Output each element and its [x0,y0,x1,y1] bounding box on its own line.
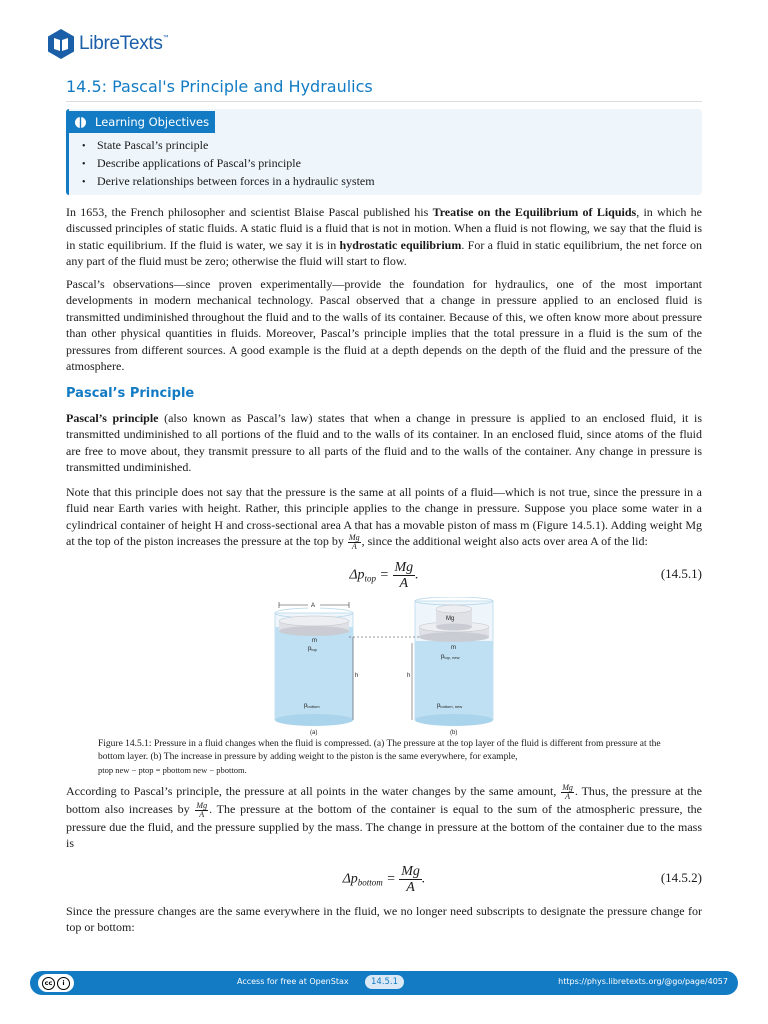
label-pbottom-new: pbottom, new [437,703,463,709]
fraction-mg-over-a: $\frac{Mg}{A}$ [348,532,360,551]
paragraph-note: Note that this principle does not say that the pressure is the same at all points of a fluid—which is not true, since the pressure in a fluid near Earth varies with height. Rather, this principle applies to the change in pressure. Suppose you place some water in a cylindrical container of height H and cross-sectional area A that has a movable piston of mass m (Figure 14.5.1). Adding weight Mg at the top of the piston increases the pressure at the top by $\frac{Mg}{A}$ , since the additional weight also acts over area A of the lid: [66,485,702,551]
cc-license-badge[interactable] [38,974,74,992]
objectives-list [82,137,375,191]
attribution-icon: i [57,977,70,990]
paragraph-conclusion: Since the pressure changes are the same everywhere in the fluid, we no longer need subscripts to designate the pressure change for top or bottom: [66,904,702,935]
logo-text: LibreTexts™ [79,33,169,54]
learning-objectives-box [66,109,702,195]
libretexts-logo[interactable] [46,27,168,61]
objective-item: • Derive relationships between forces in a hydraulic system [82,173,375,191]
label-ptop-a: ptop [308,646,317,652]
fraction-mg-over-a: $\frac{Mg}{A}$ [196,800,208,819]
page-title: 14.5: Pascal's Principle and Hydraulics [66,77,373,96]
label-mass-a: m [312,638,317,644]
label-subfigure-a: (a) [310,730,318,736]
footer-bar [30,971,738,995]
label-weight-mg: Mg [446,616,455,622]
equation-14-5-1: $\Delta p_{top}$ = $\frac{Mg}{A}$. (14.5.1) [349,560,702,591]
figure-caption: Figure 14.5.1: Pressure in a fluid changes when the fluid is compressed. (a) The pressure at the top layer of the fluid is different from pressure at the bottom layer. (b) The increase in pressure by adding weight to the piston is the same everywhere, for example, ptop new − ptop = pbottom new − pbottom. [98,739,661,775]
page-number-badge: 14.5.1 [365,975,404,989]
fraction-mg-over-a: $\frac{Mg}{A}$ [562,782,573,801]
label-mass-b: m [451,645,456,651]
paragraph-pascals-principle: Pascal’s principle (also known as Pascal’s law) states that when a change in pressure is applied to an enclosed fluid, it is transmitted undiminished to all portions of the fluid and to the walls of its container. In an enclosed fluid, since atoms of the fluid are free to move about, they transmit pressure to all parts of the fluid and to the walls of the container. Any change in pressure is transmitted undiminished. [66,411,702,475]
paragraph-intro: In 1653, the French philosopher and scientist Blaise Pascal published his Treatise on the Equilibrium of Liquids, in which he discussed principles of static fluids. A static fluid is a fluid that is not in motion. When a fluid is not flowing, we say that the fluid is in static equilibrium. If the fluid is water, we say it is in hydrostatic equilibrium. For a fluid in static equilibrium, the net force on any part of the fluid must be zero; otherwise the fluid will start to flow. [66,205,702,269]
objectives-icon [74,116,87,129]
paragraph-observations: Pascal’s observations—since proven experimentally—provide the foundation for hydraulics, one of the most important developments in modern mechanical technology. Pascal observed that a change in pressure applied to an enclosed fluid is transmitted undiminished throughout the fluid and to the walls of its container. Because of this, we often know more about pressure than other physical quantities in fluids. Moreover, Pascal’s principle implies that the total pressure in a fluid is the sum of the pressures from different sources. A good example is the fluid at a depth depends on the depth of the fluid and the pressure of the atmosphere. [66,277,702,374]
label-ptop-new: ptop, new [441,654,460,660]
equation-number: (14.5.2) [660,870,702,885]
figure-pressure-diagram [270,597,500,737]
label-subfigure-b: (b) [450,730,458,736]
learning-objectives-heading: Learning Objectives [69,111,215,133]
label-h-b: h [407,673,411,679]
section-title-pascals-principle: Pascal’s Principle [66,386,195,401]
objective-item: • Describe applications of Pascal’s principle [82,155,375,173]
paragraph-pressure-change: According to Pascal’s principle, the pressure at all points in the water changes by the same amount, $\frac{Mg}{A}$ . Thus, the pressure at the bottom also increases by $\frac{Mg}{A}$ . The pressure at the bottom of the container is equal to the sum of the atmospheric pressure, the pressure due the fluid, and the pressure supplied by the mass. The change in pressure at the bottom of the container due to the mass is [66,782,702,850]
label-pbottom-a: pbottom [304,703,320,709]
equation-14-5-2: $\Delta p_{bottom}$ = $\frac{Mg}{A}$. (14.5.2) [342,864,702,895]
libretexts-logo-icon [46,28,76,60]
label-h-a: h [355,673,359,679]
equation-number: (14.5.1) [660,566,702,581]
title-divider [66,101,702,102]
openstax-access-link[interactable]: Access for free at OpenStax [237,977,349,986]
label-area-a: A [311,603,316,609]
cc-icon: cc [42,977,55,990]
page-url-link[interactable]: https://phys.libretexts.org/@go/page/4057 [558,977,728,986]
objective-item: • State Pascal’s principle [82,137,375,155]
